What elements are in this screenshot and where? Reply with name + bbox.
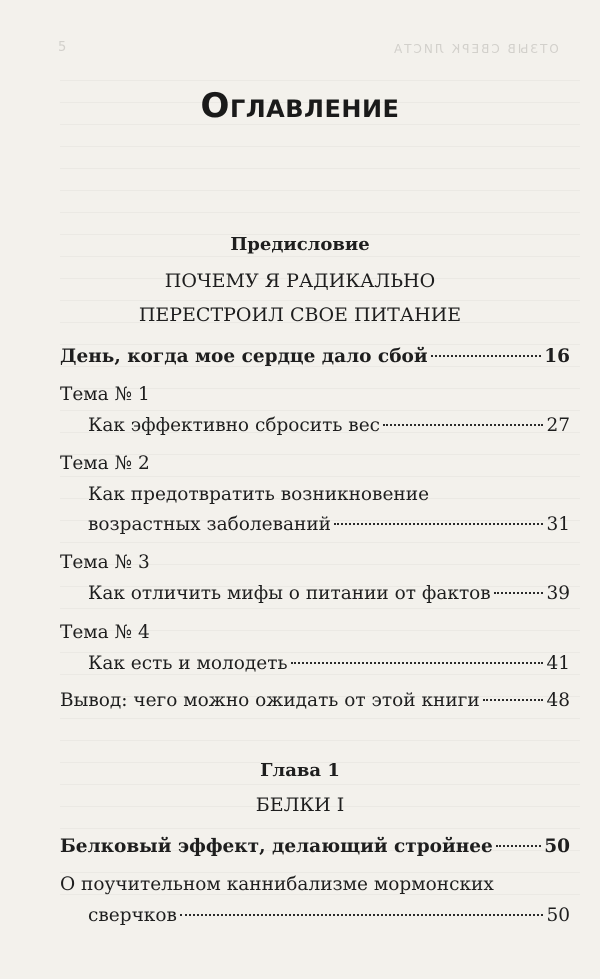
toc-page-number: 39 xyxy=(546,583,570,604)
toc-leader-dots xyxy=(291,662,544,664)
toc-leader-dots xyxy=(383,424,543,426)
toc-leader-dots xyxy=(431,355,542,357)
toc-entry-label: Как отличить мифы о питании от фактов xyxy=(88,583,491,604)
page-title: Оглавление xyxy=(200,86,400,126)
toc-entry-crickets-line1[interactable]: О поучительном каннибализме мормонских xyxy=(60,874,494,895)
toc-page-number: 27 xyxy=(546,415,570,436)
topic-4-label: Тема № 4 xyxy=(60,622,150,643)
toc-entry-conclusion[interactable] xyxy=(60,690,570,711)
toc-entry-heart[interactable] xyxy=(60,346,570,367)
bleed-through-header: ОТЗЫВ СВЕРК ЛИСТА xyxy=(392,42,559,56)
toc-entry-prevent[interactable] xyxy=(88,514,570,535)
toc-page-number: 48 xyxy=(546,690,570,711)
toc-leader-dots xyxy=(483,699,544,701)
bleed-through-page-number: 5 xyxy=(58,40,67,55)
preface-label: Предисловие xyxy=(230,234,370,255)
toc-entry-prevent-line1[interactable]: Как предотвратить возникновение xyxy=(88,484,430,505)
toc-page-number: 50 xyxy=(544,836,570,857)
topic-3-label: Тема № 3 xyxy=(60,552,150,573)
toc-entry-weight[interactable] xyxy=(88,415,570,436)
toc-page-number: 41 xyxy=(546,653,570,674)
toc-leader-dots xyxy=(496,845,541,847)
toc-entry-myths[interactable] xyxy=(88,583,570,604)
toc-leader-dots xyxy=(180,914,544,916)
toc-page-number: 50 xyxy=(546,905,570,926)
preface-subtitle-line1: ПОЧЕМУ Я РАДИКАЛЬНО xyxy=(164,270,436,292)
toc-leader-dots xyxy=(494,592,544,594)
topic-1-label: Тема № 1 xyxy=(60,384,150,405)
toc-entry-label: Как эффективно сбросить вес xyxy=(88,415,381,436)
toc-entry-label: День, когда мое сердце дало сбой xyxy=(60,346,428,367)
toc-page-number: 31 xyxy=(546,514,570,535)
topic-2-label: Тема № 2 xyxy=(60,453,150,474)
toc-entry-younger[interactable] xyxy=(88,653,570,674)
chapter-1-label: Глава 1 xyxy=(260,760,340,781)
toc-entry-crickets[interactable] xyxy=(88,905,570,926)
toc-entry-label: возрастных заболеваний xyxy=(88,514,332,535)
preface-subtitle-line2: ПЕРЕСТРОИЛ СВОЕ ПИТАНИЕ xyxy=(138,304,462,326)
toc-entry-label: Вывод: чего можно ожидать от этой книги xyxy=(60,690,480,711)
toc-entry-label: сверчков xyxy=(88,905,177,926)
chapter-1-subtitle: БЕЛКИ I xyxy=(255,794,345,816)
toc-entry-label: Как есть и молодеть xyxy=(88,653,288,674)
toc-entry-label: Белковый эффект, делающий стройнее xyxy=(60,836,493,857)
toc-leader-dots xyxy=(334,523,543,525)
toc-entry-protein-effect[interactable] xyxy=(60,836,570,857)
toc-page-number: 16 xyxy=(544,346,570,367)
